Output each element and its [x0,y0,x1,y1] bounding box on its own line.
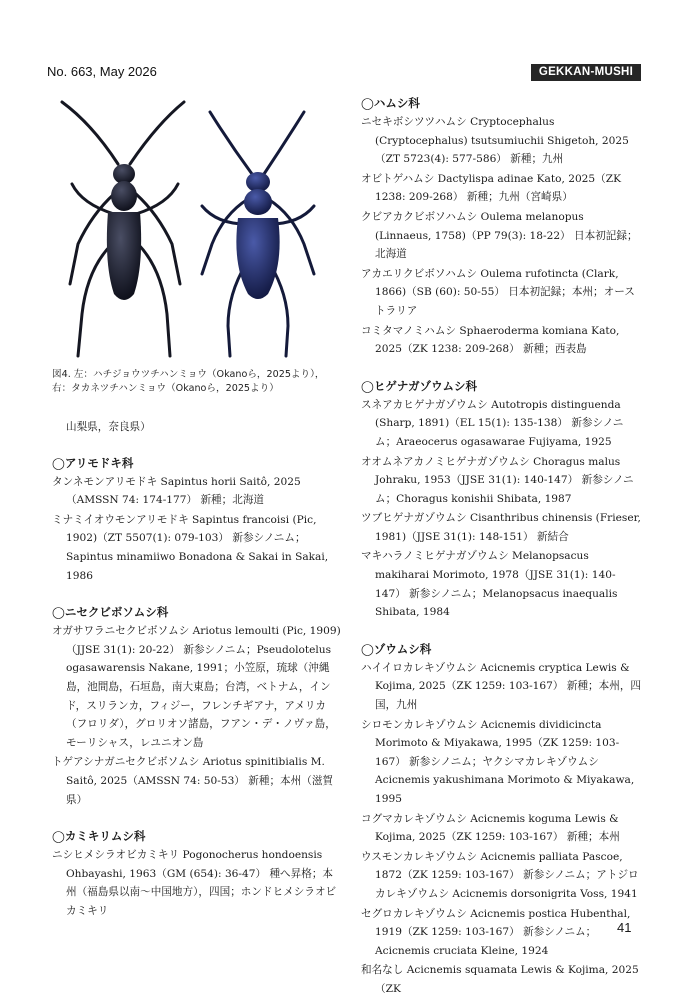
species-entry: オビトゲハムシ Dactylispa adinae Kato, 2025（ZK 1238: 209-268） 新種；九州（宮崎県） [361,172,622,204]
species-entry: ミナミイオウモンアリモドキ Sapintus francoisi (Pic, 1902)（ZT 5507(1): 079-103） 新参シノニム；Sapintus minamiiwo Bonadona & Sakai in Sakai, 1986 [52,513,329,582]
left-beetle [62,102,184,356]
species-entry: オガサワラニセクビボソムシ Ariotus lemoulti (Pic, 1909)（JJSE 31(1): 20-22） 新参シノニム；Pseudolotelus ogasawarensis Nakane, 1991；小笠原，琉球（沖縄島，池間島，石垣島，南大東島；台湾，ベトナム，インド，スリランカ，フィジー，フレンチギアナ，アメリカ（フロリダ），グロリオソ諸島，フアン・デ・ノヴァ島，モーリシャス，レユニオン島 [52,625,341,749]
species-entry: アカエリクビボソハムシ Oulema rufotincta (Clark, 1866)（SB (60): 50-55） 日本初記録；本州；オーストラリア [361,267,635,317]
issue-label: No. 663, May 2026 [47,64,157,79]
species-entry: オオムネアカノミヒゲナガゾウムシ Choragus malus Johraku, 1953（JJSE 31(1): 140-147） 新参シノニム；Choragus konishii Shibata, 1987 [361,455,634,505]
species-entry: トゲアシナガニセクビボソムシ Ariotus spinitibialis M. Saitô, 2025（AMSSN 74: 50-53） 新種；本州（滋賀県） [52,756,334,806]
beetle-figure [52,94,340,362]
species-entry: クビアカクビボソハムシ Oulema melanopus (Linnaeus, 1758)（PP 79(3): 18-22） 日本初記録；北海道 [361,210,638,261]
right-beetle [202,112,314,356]
species-entry: ウスモンカレキゾウムシ Acicnemis palliata Pascoe, 1872（ZK 1259: 103-167） 新参シノニム；アトジロカレキゾウムシ Acicnemis dorsonigrita Voss, 1941 [361,850,639,900]
species-entry: ニセキボシツツハムシ Cryptocephalus (Cryptocephalus) tsutsumiuchii Shigetoh, 2025（ZT 5723(4): 577-586） 新種；九州 [361,116,629,166]
section-title: ◯ハムシ科 [361,96,420,110]
species-entry: タンネモンアリモドキ Sapintus horii Saitô, 2025（AMSSN 74: 174-177） 新種；北海道 [52,475,301,507]
section-title: ◯ゾウムシ科 [361,641,432,656]
section-title: ◯ヒゲナガゾウムシ科 [361,378,478,393]
page-number: 41 [617,920,632,935]
section-title: ◯アリモドキ科 [52,455,134,470]
species-entry: マキハラノミヒゲナガゾウムシ Melanopsacus makiharai Morimoto, 1978（JJSE 31(1): 140-147） 新参シノニム；Melanopsacus inaequalis Shibata, 1984 [361,550,618,619]
journal-banner: GEKKAN-MUSHI [531,64,641,81]
left-column [52,418,342,921]
section-title: ◯カミキリムシ科 [52,829,146,844]
right-column [361,93,641,1000]
continuation-text: 山梨県，奈良県） [66,421,151,433]
species-entry: シロモンカレキゾウムシ Acicnemis dividicincta Morimoto & Miyakawa, 1995（ZK 1259: 103-167） 新参シノニム；ヤクシマカレキゾウムシ Acicnemis yakushimana Morimoto & Miyakawa, 1995 [361,718,635,805]
species-entry: ハイイロカレキゾウムシ Acicnemis cryptica Lewis & Kojima, 2025（ZK 1259: 103-167） 新種；本州，四国，九州 [361,661,642,712]
section-title: ◯ニセクビボソムシ科 [52,605,169,620]
species-entry: ツブヒゲナガゾウムシ Cisanthribus chinensis (Frieser, 1981)（JJSE 31(1): 148-151） 新結合 [361,512,641,543]
species-entry: セグロカレキゾウムシ Acicnemis postica Hubenthal, 1919（ZK 1259: 103-167） 新参シノニム；Acicnemis cruciata Kleine, 1924 [361,907,631,957]
species-entry: コミタマノミハムシ Sphaeroderma komiana Kato, 2025（ZK 1238: 209-268） 新種；西表島 [361,324,620,356]
species-entry: ニシヒメシラオビカミキリ Pogonocherus hondoensis Ohbayashi, 1963（GM (654): 36-47） 種へ昇格；本州（福島県以南～中国地方），四国；ホンドヒメシラオビカミキリ [52,849,337,917]
species-entry: スネアカヒゲナガゾウムシ Autotropis distinguenda (Sharp, 1891)（EL 15(1): 135-138） 新参シノニム；Araeocerus ogasawarae Fujiyama, 1925 [361,398,624,448]
species-entry: コグマカレキゾウムシ Acicnemis koguma Lewis & Kojima, 2025（ZK 1259: 103-167） 新種；本州 [361,812,620,844]
species-entry: 和名なし Acicnemis squamata Lewis & Kojima, 2025（ZK [361,964,639,995]
figure-caption: 図4. 左：ハチジョウツチハンミョウ（Okanoら，2025より）， 右：タカネツチハンミョウ（Okanoら，2025より） [52,369,325,394]
